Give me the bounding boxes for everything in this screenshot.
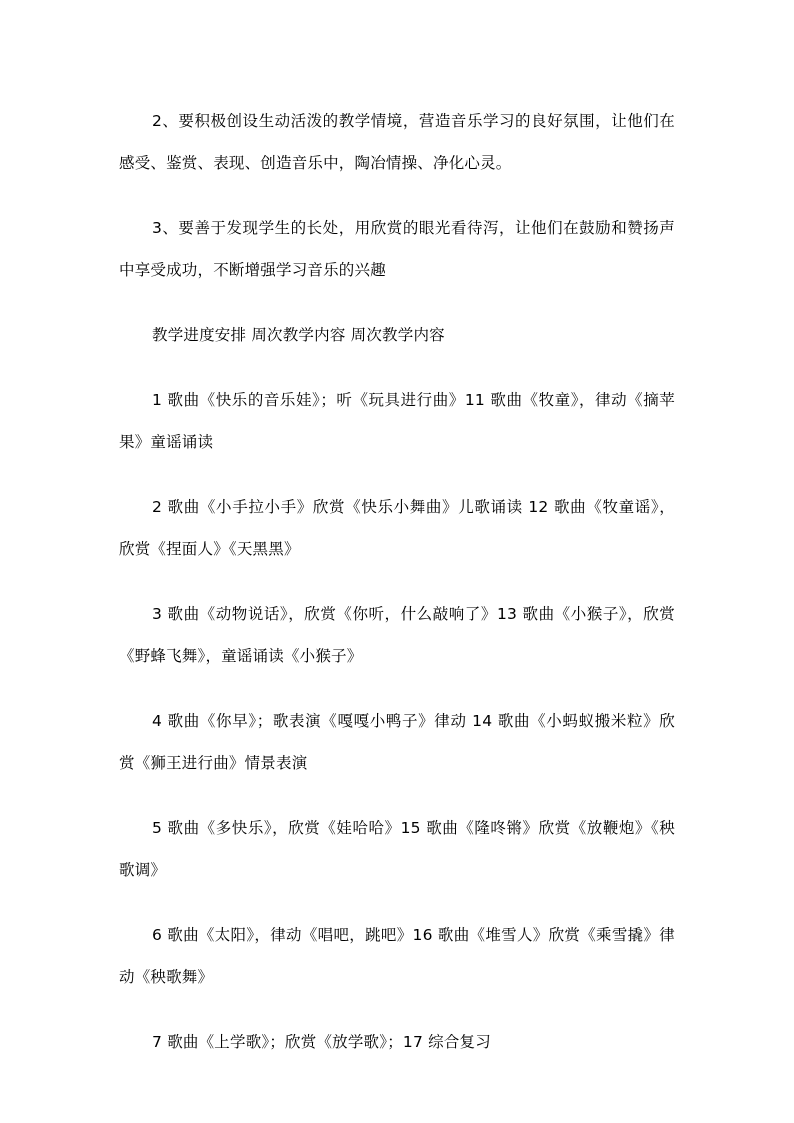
schedule-row-week-2: 2 歌曲《小手拉小手》欣赏《快乐小舞曲》儿歌诵读 12 歌曲《牧童谣》，欣赏《捏面人》《天黑黑》 [119,498,675,558]
schedule-row-week-4: 4 歌曲《你早》；歌表演《嘎嘎小鸭子》律动 14 歌曲《小蚂蚁搬米粒》欣赏《狮王进行曲》情景表演 [119,712,675,772]
schedule-row-week-3: 3 歌曲《动物说话》，欣赏《你听，什么敲响了》13 歌曲《小猴子》，欣赏《野蜂飞舞》，童谣诵读《小猴子》 [119,605,675,665]
schedule-row-week-7: 7 歌曲《上学歌》；欣赏《放学歌》；17 综合复习 [152,1033,491,1051]
schedule-row-week-1: 1 歌曲《快乐的音乐娃》；听《玩具进行曲》11 歌曲《牧童》，律动《摘苹果》童谣诵读 [119,391,675,451]
schedule-heading: 教学进度安排 周次教学内容 周次教学内容 [152,326,445,344]
schedule-row-week-6: 6 歌曲《太阳》，律动《唱吧，跳吧》16 歌曲《堆雪人》欣赏《乘雪撬》律动《秧歌舞》 [119,926,675,986]
schedule-row-week-5: 5 歌曲《多快乐》，欣赏《娃哈哈》15 歌曲《隆咚锵》欣赏《放鞭炮》《秧歌调》 [119,819,675,879]
paragraph-teaching-strategy-3: 3、要善于发现学生的长处，用欣赏的眼光看待泻，让他们在鼓励和赞扬声中享受成功，不断增强学习音乐的兴趣 [119,219,675,279]
paragraph-teaching-strategy-2: 2、要积极创设生动活泼的教学情境，营造音乐学习的良好氛围，让他们在感受、鉴赏、表现、创造音乐中，陶冶情操、净化心灵。 [119,112,675,172]
document-body [119,100,675,1063]
